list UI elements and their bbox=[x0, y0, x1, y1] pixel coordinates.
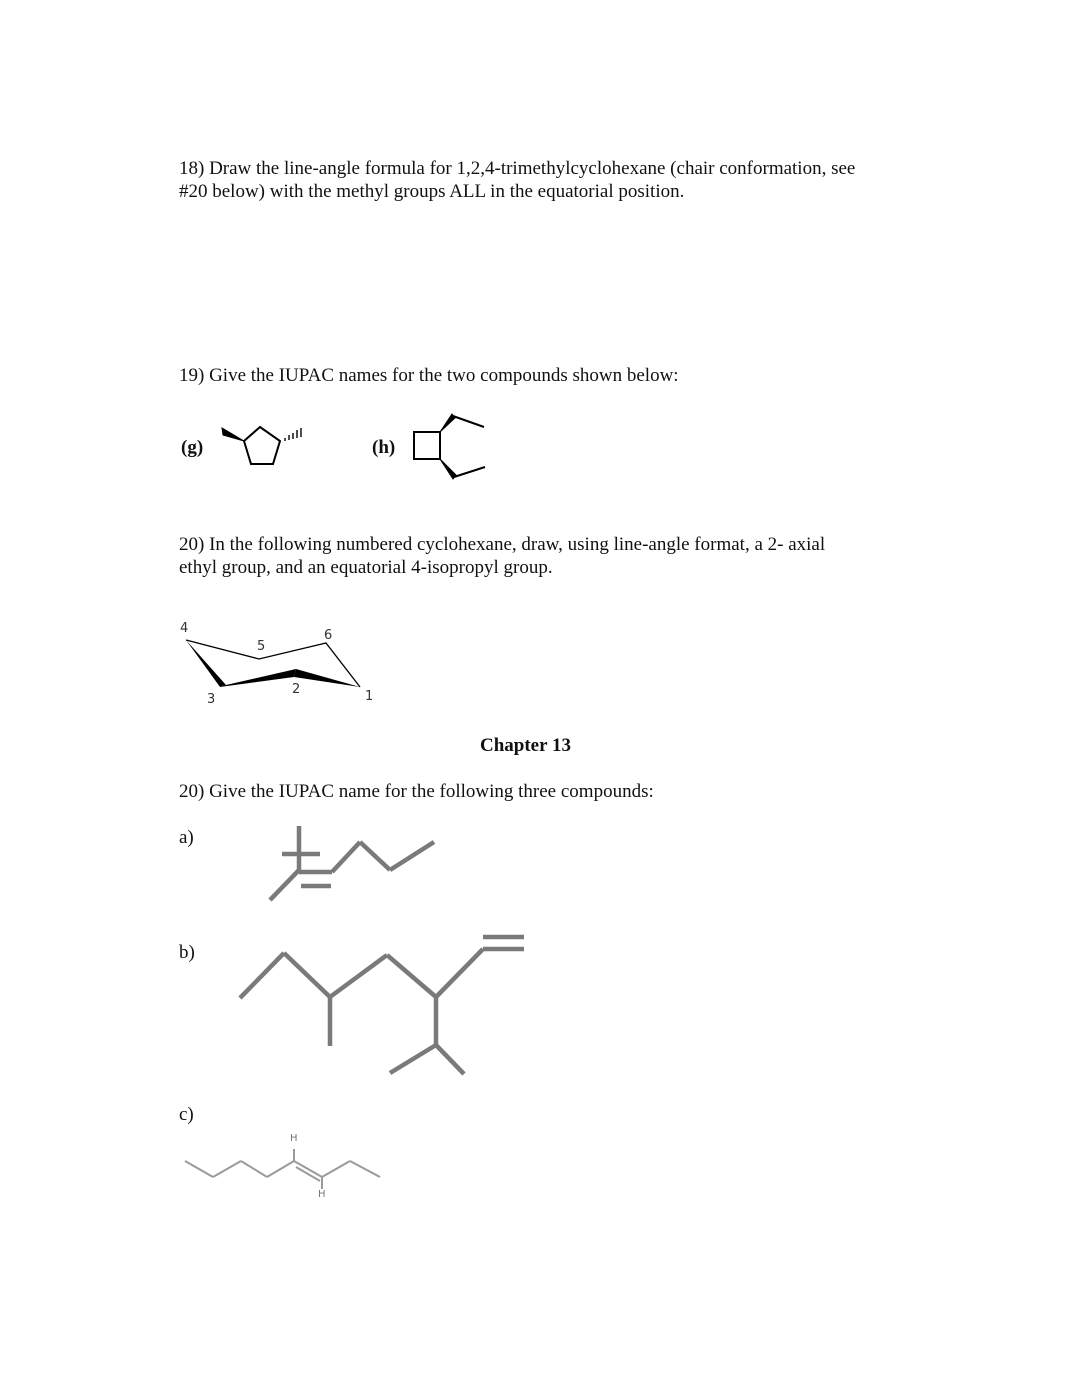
hydrogen-bottom: H bbox=[318, 1189, 326, 1200]
chair-cyclohexane bbox=[170, 615, 390, 715]
q20b-text: 20) Give the IUPAC name for the following three compounds: bbox=[179, 781, 654, 802]
structure-c bbox=[180, 1135, 390, 1205]
structure-h-cyclobutane bbox=[405, 405, 495, 485]
label-c: c) bbox=[179, 1104, 194, 1125]
label-a: a) bbox=[179, 827, 194, 848]
structure-b bbox=[235, 925, 535, 1080]
label-b: b) bbox=[179, 942, 195, 963]
q18-line-2: #20 below) with the methyl groups ALL in the equatorial position. bbox=[179, 181, 685, 202]
ring-number-6: 6 bbox=[324, 628, 333, 643]
hydrogen-top: H bbox=[290, 1133, 298, 1144]
ring-number-4: 4 bbox=[180, 621, 189, 636]
ring-number-1: 1 bbox=[365, 689, 374, 704]
structure-a bbox=[260, 820, 450, 910]
q20-line-2: ethyl group, and an equatorial 4-isopropyl group. bbox=[179, 557, 553, 578]
ring-number-5: 5 bbox=[257, 639, 266, 654]
structure-g-cyclopentane bbox=[215, 420, 325, 470]
ring-number-3: 3 bbox=[207, 692, 216, 707]
ring-number-2: 2 bbox=[292, 682, 301, 697]
chapter-heading: Chapter 13 bbox=[480, 735, 571, 756]
q19-text: 19) Give the IUPAC names for the two compounds shown below: bbox=[179, 365, 679, 386]
q20-line-1: 20) In the following numbered cyclohexane, draw, using line-angle format, a 2- axial bbox=[179, 534, 826, 555]
label-h: (h) bbox=[372, 437, 396, 458]
q18-line-1: 18) Draw the line-angle formula for 1,2,4-trimethylcyclohexane (chair conformation, see bbox=[179, 158, 856, 179]
label-g: (g) bbox=[181, 437, 204, 458]
